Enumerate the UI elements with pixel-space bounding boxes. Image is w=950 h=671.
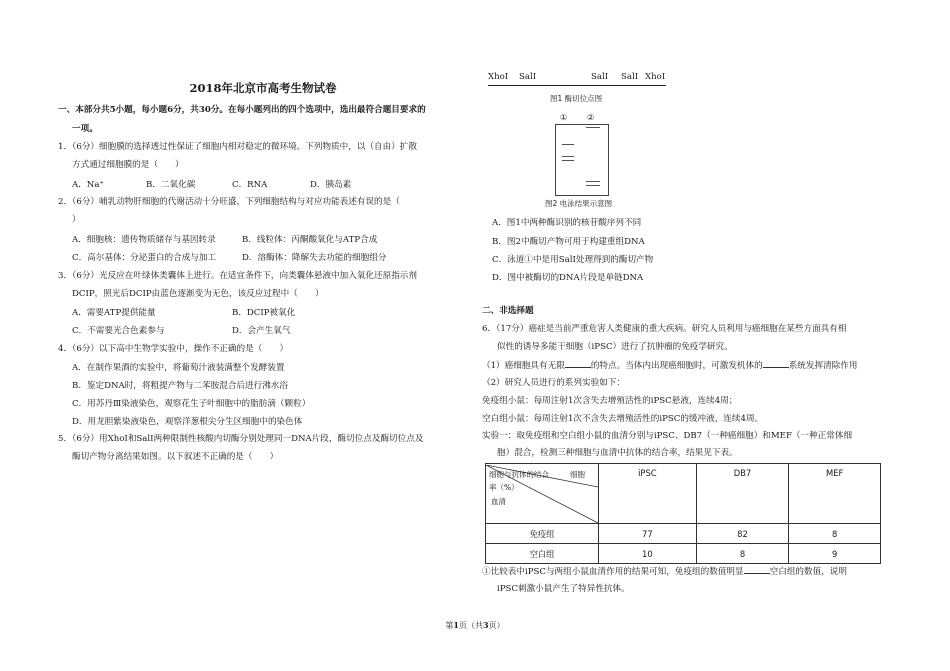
- section2-heading: 二、非选择题: [482, 306, 534, 316]
- q6-compare-text-b: 空白组的数值，说明: [769, 567, 847, 577]
- answer-blank[interactable]: [744, 565, 770, 574]
- page-title: 2018年北京市高考生物试卷: [189, 81, 337, 95]
- footer-suffix: 页）: [488, 621, 505, 630]
- gel-band: [562, 156, 574, 157]
- table-corner-cell: [486, 464, 599, 524]
- xho1-label-right: XhoⅠ: [645, 72, 666, 82]
- footer-total-pages: 3: [483, 620, 489, 630]
- q6-stem: 6．（17分）癌症是当前严重危害人类健康的重大疾病。研究人员利用与癌细胞在某些方面具有相: [482, 324, 847, 334]
- table-cell: 8: [789, 524, 881, 544]
- q5-option-c: C．泳道①中是用SalⅠ处理得到的酶切产物: [492, 255, 654, 265]
- row-label-blank: 空白组: [486, 544, 599, 564]
- gel-band: [586, 127, 600, 128]
- gel-band: [586, 181, 600, 182]
- table-row: [486, 544, 881, 564]
- q6-sub1-text-a: （1）癌细胞具有无限: [482, 361, 565, 371]
- binding-rate-table: [485, 463, 881, 564]
- row-label-immune: 免疫组: [486, 524, 599, 544]
- immune-group-desc: 免疫组小鼠：每周注射1次含失去增殖活性的iPSC悬液，连续4周；: [482, 396, 738, 406]
- q6-compare-text-a: ①比较表中iPSC与两组小鼠血清作用的结果可知，免疫组的数值明显: [482, 567, 744, 577]
- q6-compare-cont: iPSC刺激小鼠产生了特异性抗体。: [497, 584, 630, 594]
- q1-stem-cont: 方式通过细胞膜的是（ ）: [72, 160, 184, 170]
- q3-stem-cont: DCIP，照光后DCIP由蓝色逐渐变为无色，该反应过程中（ ）: [72, 289, 324, 299]
- xho1-label-left: XhoⅠ: [488, 72, 509, 82]
- q6-stem-cont: 似性的诱导多能干细胞（iPSC）进行了抗肿瘤的免疫学研究。: [497, 342, 733, 352]
- footer-prefix: 第: [445, 621, 454, 630]
- table-cell: 77: [599, 524, 697, 544]
- fig1-caption: 图1 酶切位点图: [550, 94, 603, 103]
- column-header-mef: MEF: [789, 464, 881, 524]
- q2-option-b: B．线粒体：丙酮酸氧化与ATP合成: [242, 235, 378, 245]
- answer-blank[interactable]: [763, 359, 789, 368]
- lane-1-label: ①: [560, 113, 568, 122]
- table-cell: 10: [599, 544, 697, 564]
- q5-stem-cont: 酶切产物分离结果如图。以下叙述不正确的是（ ）: [72, 452, 279, 462]
- q4-option-d: D．用龙胆紫染液染色，观察洋葱根尖分生区细胞中的染色体: [72, 417, 303, 427]
- q6-compare: [482, 565, 847, 578]
- footer-page-number: 1: [453, 620, 459, 630]
- table-row: [486, 524, 881, 544]
- q3-stem: 3．（6分）光反应在叶绿体类囊体上进行。在适宜条件下，向类囊体悬液中加入氧化还原指示剂: [58, 271, 417, 281]
- q3-option-c: C．不需要光合色素参与: [72, 326, 165, 336]
- sal1-label-3: SalⅠ: [621, 72, 639, 82]
- table-cell: 82: [696, 524, 789, 544]
- footer-middle: 页（共: [459, 621, 483, 630]
- q1-option-b: B．二氧化碳: [146, 180, 196, 190]
- sal1-label-1: SalⅠ: [519, 72, 537, 82]
- table-cell: 9: [789, 544, 881, 564]
- q3-option-a: A．需要ATP提供能量: [72, 308, 156, 318]
- q1-option-c: C．RNA: [232, 180, 268, 190]
- q2-stem: 2．（6分）哺乳动物肝细胞的代谢活动十分旺盛，下列细胞结构与对应功能表述有误的是（: [58, 197, 400, 207]
- q2-stem-cont: ）: [72, 215, 81, 225]
- q4-option-c: C．用苏丹Ⅲ染液染色，观察花生子叶细胞中的脂肪滴（颗粒）: [72, 399, 311, 409]
- lane-2-label: ②: [587, 113, 595, 122]
- experiment1-desc: 实验一：取免疫组和空白组小鼠的血清分别与iPSC、DB7（一种癌细胞）和MEF（一种正常体细: [482, 431, 853, 441]
- column-header-ipsc: iPSC: [599, 464, 697, 524]
- q4-option-a: A．在制作果酒的实验中，将葡萄汁液装满整个发酵装置: [72, 363, 285, 373]
- experiment1-desc-cont: 胞）混合，检测三种细胞与血清中抗体的结合率，结果见下表。: [497, 448, 738, 458]
- q1-stem: 1．（6分）细胞膜的选择透过性保证了细胞内相对稳定的微环境。下列物质中，以（自由）扩散: [58, 142, 417, 152]
- table-cell: 8: [696, 544, 789, 564]
- q4-stem: 4．（6分）以下高中生物学实验中，操作不正确的是（ ）: [58, 344, 289, 354]
- q5-option-d: D．图中被酶切的DNA片段是单链DNA: [492, 273, 644, 283]
- q5-stem: 5．（6分）用XhoⅠ和SalⅠ两种限制性核酸内切酶分别处理同一DNA片段，酶切位点及酶切位点及: [58, 434, 424, 444]
- column-header-db7: DB7: [696, 464, 789, 524]
- gel-band: [562, 144, 574, 145]
- q4-option-b: B．鉴定DNA时，将粗提产物与二苯胺混合后进行沸水浴: [72, 381, 288, 391]
- blank-group-desc: 空白组小鼠：每周注射1次不含失去增殖活性的iPSC的缓冲液，连续4周。: [482, 414, 764, 424]
- corner-label-cell: 细胞: [570, 469, 585, 479]
- section1-heading: 一、本部分共5小题，每小题6分，共30分。在每小题列出的四个选项中，选出最符合题目要求的: [58, 105, 426, 115]
- q6-sub1-text-c: 系统发挥清除作用: [788, 361, 858, 371]
- q2-option-d: D．溶酶体：降解失去功能的细胞组分: [242, 253, 387, 263]
- corner-label-serum: 血清: [491, 496, 506, 506]
- gel-band: [586, 185, 600, 186]
- q6-sub1: [482, 359, 857, 372]
- q3-option-d: D．会产生氧气: [232, 326, 291, 336]
- q6-sub1-text-b: 的特点。当体内出现癌细胞时，可激发机体的: [590, 361, 763, 371]
- q6-sub2: （2）研究人员进行的系列实验如下：: [482, 378, 625, 388]
- q1-option-d: D．胰岛素: [310, 180, 352, 190]
- corner-label-rate: 细胞与抗体的结合: [489, 469, 549, 479]
- sal1-label-2: SalⅠ: [591, 72, 609, 82]
- dna-fragment-line: [488, 85, 666, 86]
- electrophoresis-gel: [555, 124, 609, 196]
- q2-option-c: C．高尔基体：分泌蛋白的合成与加工: [72, 253, 217, 263]
- corner-label-percent: 率（%）: [489, 482, 519, 492]
- q5-option-b: B．图2中酶切产物可用于构建重组DNA: [492, 237, 645, 247]
- q1-option-a: A．Na⁺: [72, 180, 104, 190]
- gel-band: [562, 160, 574, 161]
- q3-option-b: B．DCIP被氧化: [232, 308, 296, 318]
- fig2-caption: 图2 电泳结果示意图: [545, 199, 613, 208]
- page-footer: [0, 620, 950, 631]
- answer-blank[interactable]: [565, 359, 591, 368]
- q2-option-a: A．细胞核：遗传物质储存与基因转录: [72, 235, 216, 245]
- section1-heading-cont: 一项。: [72, 124, 98, 134]
- q5-option-a: A．图1中两种酶识别的核苷酸序列不同: [492, 218, 642, 228]
